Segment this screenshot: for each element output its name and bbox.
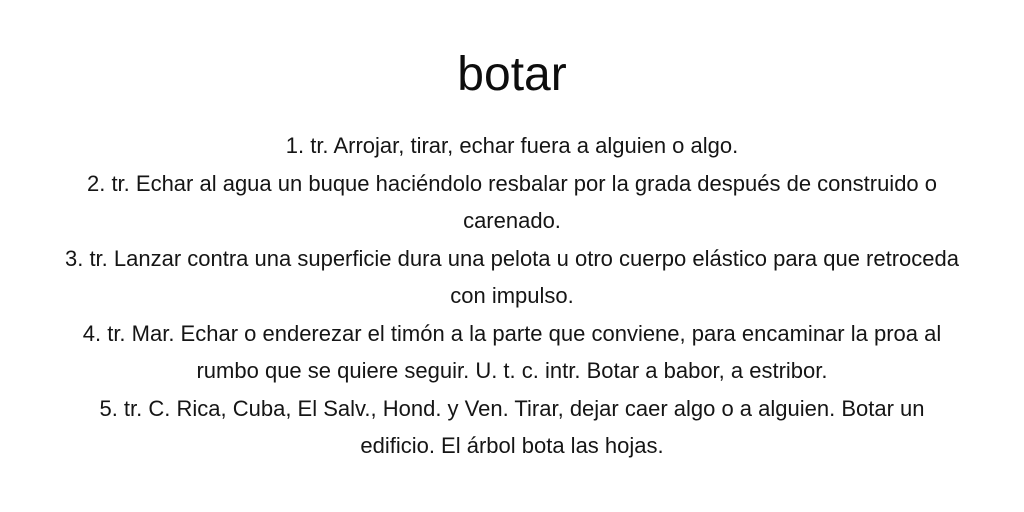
definition-item: 5. tr. C. Rica, Cuba, El Salv., Hond. y Ven. Tirar, dejar caer algo o a alguien. Botar un edificio. El árbol bota las hojas. [99, 395, 925, 458]
definitions-list [60, 127, 964, 465]
headword-title: botar [457, 48, 567, 101]
definition-item: 2. tr. Echar al agua un buque haciéndolo resbalar por la grada después de construido o carenado. [86, 170, 938, 233]
definition-item: 3. tr. Lanzar contra una superficie dura una pelota u otro cuerpo elástico para que retroceda con impulso. [64, 245, 959, 308]
definition-item: 1. tr. Arrojar, tirar, echar fuera a alguien o algo. [285, 133, 739, 158]
definition-item: 4. tr. Mar. Echar o enderezar el timón a la parte que conviene, para encaminar la proa al rumbo que se quiere seguir. U. t. c. intr. Botar a babor, a estribor. [82, 320, 942, 383]
